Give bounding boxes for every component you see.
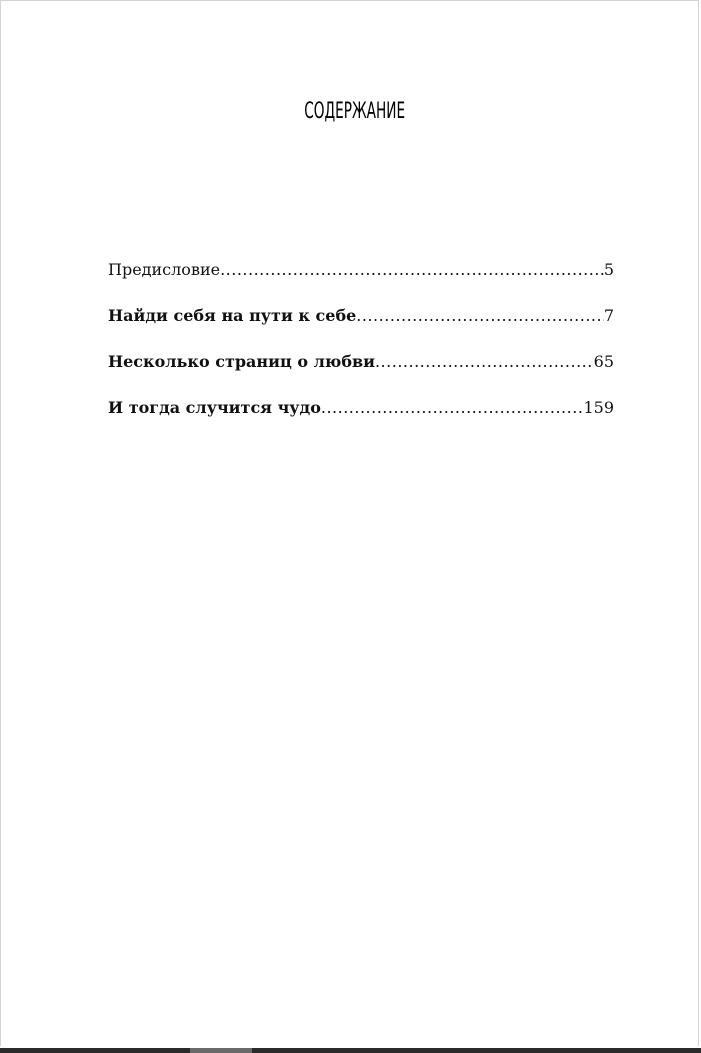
- scrollbar-thumb[interactable]: [190, 1048, 252, 1053]
- toc-entry-pages-about-love[interactable]: [108, 351, 614, 397]
- toc-entry-page: 7: [603, 306, 614, 325]
- horizontal-scrollbar[interactable]: [0, 1048, 701, 1053]
- toc-entry-miracle[interactable]: [108, 397, 614, 443]
- toc-entry-label: И тогда случится чудо: [108, 398, 321, 417]
- toc-entry-preface[interactable]: [108, 259, 614, 305]
- table-of-contents: [108, 259, 614, 443]
- toc-entry-label: Несколько страниц о любви: [108, 352, 375, 371]
- toc-entry-page: 159: [583, 398, 614, 417]
- toc-leader-dots: [375, 351, 594, 373]
- page-title: СОДЕРЖАНИЕ: [304, 99, 406, 124]
- toc-entry-label: Найди себя на пути к себе: [108, 306, 357, 325]
- toc-leader-dots: [220, 259, 604, 281]
- toc-entry-page: 5: [603, 260, 614, 279]
- toc-entry-find-yourself[interactable]: [108, 305, 614, 351]
- toc-entry-label: Предисловие: [108, 260, 221, 279]
- toc-leader-dots: [356, 305, 604, 327]
- toc-leader-dots: [321, 397, 584, 419]
- toc-entry-page: 65: [593, 352, 614, 371]
